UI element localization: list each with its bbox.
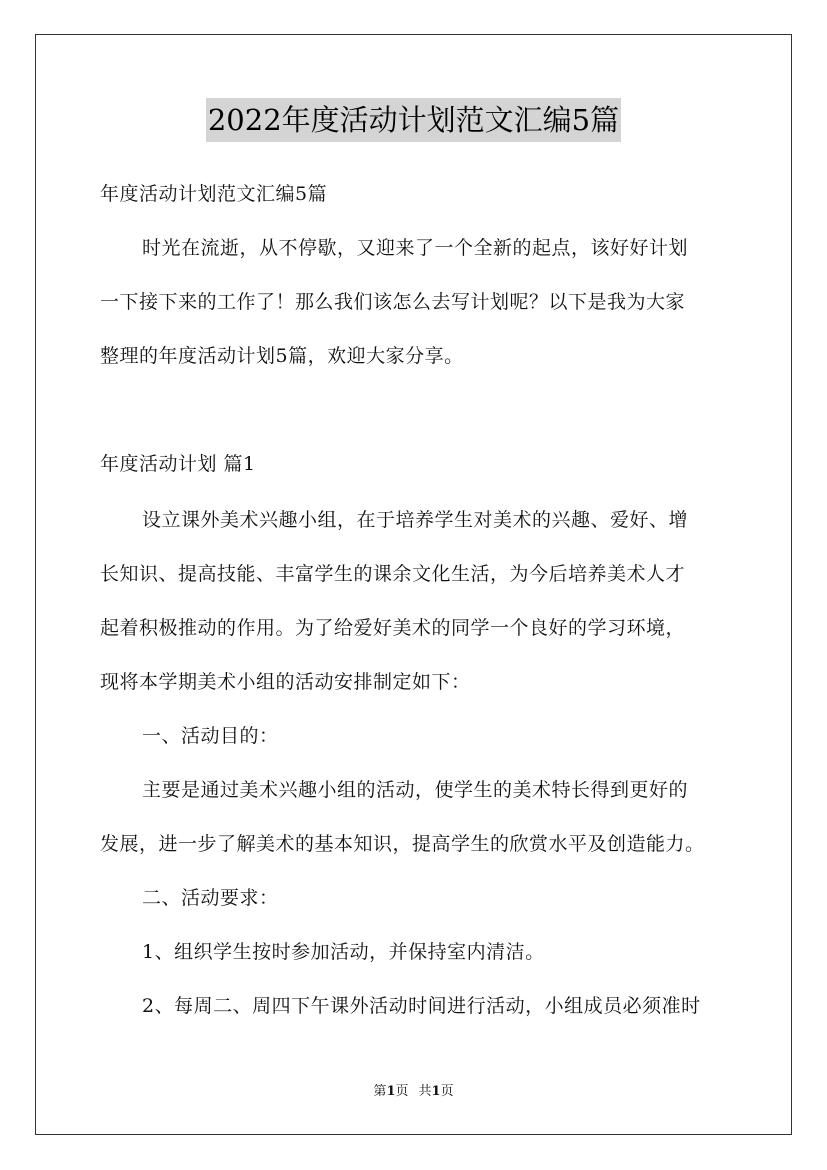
document-subtitle: 年度活动计划范文汇编5篇 [100,183,328,205]
intro-line-2: 一下接下来的工作了！那么我们该怎么去写计划呢？以下是我为大家 [100,291,686,313]
footer-total-prefix: 共 [418,1084,432,1099]
section-paragraph-line-1: 设立课外美术兴趣小组，在于培养学生对美术的兴趣、爱好、增 [142,509,689,531]
section-paragraph-line-4: 现将本学期美术小组的活动安排制定如下： [100,671,471,693]
footer-page-prefix: 第 [373,1084,387,1099]
intro-line-1: 时光在流逝，从不停歇，又迎来了一个全新的起点，该好好计划 [142,237,689,259]
goal-paragraph-line-1: 主要是通过美术兴趣小组的活动，使学生的美术特长得到更好的 [142,779,689,801]
intro-line-3: 整理的年度活动计划5篇，欢迎大家分享。 [100,345,464,367]
footer-total-suffix: 页 [440,1084,454,1099]
goal-paragraph-line-2: 发展，进一步了解美术的基本知识，提高学生的欣赏水平及创造能力。 [100,833,705,855]
footer-page-number: 1 [386,1084,396,1099]
section-paragraph-line-2: 长知识、提高技能、丰富学生的课余文化生活，为今后培养美术人才 [100,563,686,585]
heading-activity-requirements: 二、活动要求： [142,887,279,909]
document-title: 2022年度活动计划范文汇编5篇 [206,98,621,142]
title-container [0,98,827,142]
footer-page-suffix: 页 [395,1084,409,1099]
heading-activity-goal: 一、活动目的： [142,725,279,747]
requirement-item-1: 1、组织学生按时参加活动，并保持室内清洁。 [142,941,545,963]
page-footer [0,1083,827,1101]
section-heading: 年度活动计划 篇1 [100,453,256,475]
requirement-item-2: 2、每周二、周四下午课外活动时间进行活动，小组成员必须准时 [142,995,701,1017]
section-paragraph-line-3: 起着积极推动的作用。为了给爱好美术的同学一个良好的学习环境， [100,617,686,639]
footer-total-pages: 1 [431,1084,441,1099]
